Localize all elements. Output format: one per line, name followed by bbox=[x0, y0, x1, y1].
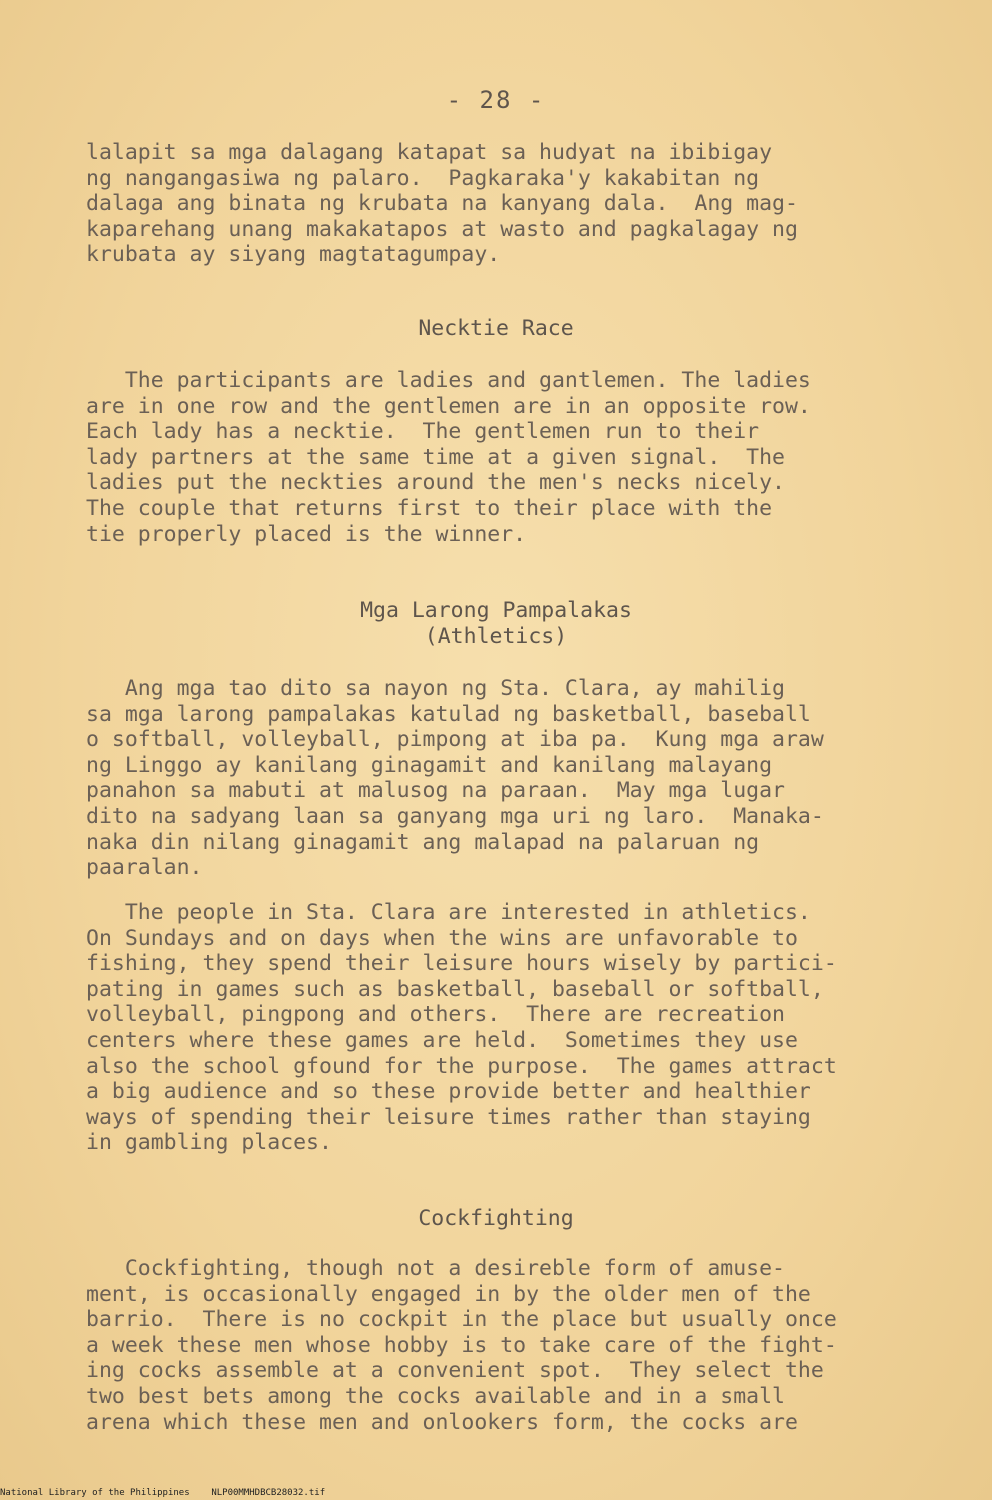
text-line: a week these men whose hobby is to take care of the fight- bbox=[86, 1332, 837, 1358]
text-line: kaparehang unang makakatapos at wasto and pagkalagay ng bbox=[86, 216, 798, 242]
text-line: Each lady has a necktie. The gentlemen run to their bbox=[86, 419, 760, 445]
text-line: lady partners at the same time at a given signal. The bbox=[86, 444, 785, 470]
text-line: also the school gfound for the purpose. The games attract bbox=[86, 1053, 837, 1079]
heading-necktie-race: Necktie Race bbox=[418, 316, 574, 341]
text-line: panahon sa mabuti at malusog na paraan. May mga lugar bbox=[86, 778, 785, 804]
text-line: tie properly placed is the winner. bbox=[86, 521, 527, 547]
text-line: ladies put the neckties around the men's necks nicely. bbox=[86, 470, 785, 496]
text-line: On Sundays and on days when the wins are unfavorable to bbox=[86, 925, 798, 951]
paragraph-necktie-race bbox=[86, 368, 966, 547]
paragraph-tagalog-athletics bbox=[86, 676, 966, 881]
text-line: volleyball, pingpong and others. There are recreation bbox=[86, 1002, 785, 1028]
text-line: ment, is occasionally engaged in by the older men of the bbox=[86, 1281, 811, 1307]
text-line: barrio. There is no cockpit in the place but usually once bbox=[86, 1307, 837, 1333]
text-line: naka din nilang ginagamit ang malapad na palaruan ng bbox=[86, 829, 760, 855]
page-number: - 28 - bbox=[446, 86, 546, 114]
text-line: The participants are ladies and gantlemen. The ladies bbox=[86, 368, 811, 393]
heading-mga-larong-pampalakas: Mga Larong Pampalakas bbox=[360, 598, 632, 623]
text-line: Cockfighting, though not a desireble form of amuse- bbox=[86, 1256, 785, 1281]
text-line: Ang mga tao dito sa nayon ng Sta. Clara, ay mahilig bbox=[86, 676, 785, 701]
paragraph-cockfighting bbox=[86, 1256, 966, 1435]
heading-athletics: (Athletics) bbox=[424, 624, 568, 649]
text-line: ing cocks assemble at a convenient spot. They select the bbox=[86, 1358, 824, 1384]
paragraph-tagalog-krubata bbox=[86, 140, 966, 268]
text-line: dalaga ang binata ng krubata na kanyang dala. Ang mag- bbox=[86, 191, 798, 217]
text-line: are in one row and the gentlemen are in an opposite row. bbox=[86, 393, 811, 419]
archive-footer: National Library of the Philippines NLP00MMHDBCB28032.tif bbox=[0, 1488, 326, 1498]
text-line: a big audience and so these provide better and healthier bbox=[86, 1079, 811, 1105]
text-line: pating in games such as basketball, baseball or softball, bbox=[86, 976, 824, 1002]
text-line: dito na sadyang laan sa ganyang mga uri ng laro. Manaka- bbox=[86, 803, 824, 829]
text-line: ng nangangasiwa ng palaro. Pagkaraka'y kakabitan ng bbox=[86, 165, 760, 191]
text-line: lalapit sa mga dalagang katapat sa hudyat na ibibigay bbox=[86, 140, 773, 165]
heading-cockfighting: Cockfighting bbox=[418, 1206, 574, 1231]
text-line: paaralan. bbox=[86, 855, 203, 881]
text-line: ways of spending their leisure times rather than staying bbox=[86, 1104, 811, 1130]
text-line: The couple that returns first to their place with the bbox=[86, 495, 773, 521]
text-line: two best bets among the cocks available and in a small bbox=[86, 1383, 785, 1409]
text-line: centers where these games are held. Sometimes they use bbox=[86, 1027, 798, 1053]
paragraph-athletics bbox=[86, 900, 966, 1156]
text-line: krubata ay siyang magtatagumpay. bbox=[86, 242, 501, 268]
text-line: sa mga larong pampalakas katulad ng basketball, baseball bbox=[86, 701, 811, 727]
text-line: in gambling places. bbox=[86, 1130, 332, 1156]
text-line: ng Linggo ay kanilang ginagamit and kanilang malayang bbox=[86, 752, 773, 778]
text-line: fishing, they spend their leisure hours wisely by partici- bbox=[86, 951, 837, 977]
text-line: o softball, volleyball, pimpong at iba pa. Kung mga araw bbox=[86, 727, 824, 753]
text-line: The people in Sta. Clara are interested in athletics. bbox=[86, 900, 811, 925]
text-line: arena which these men and onlookers form, the cocks are bbox=[86, 1409, 798, 1435]
